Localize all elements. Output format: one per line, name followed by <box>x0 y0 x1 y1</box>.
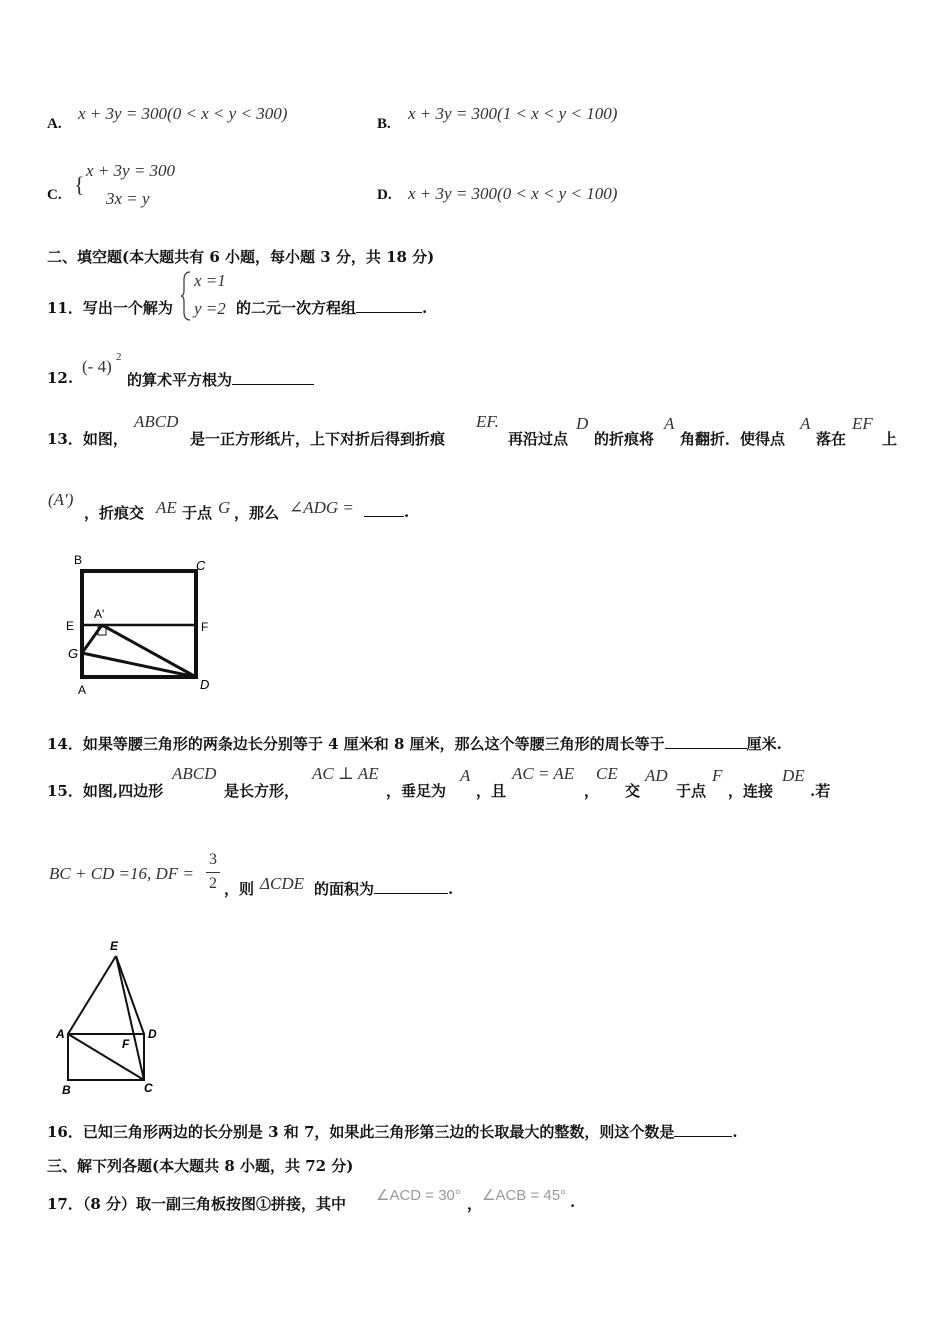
q13-ef2: EF <box>852 414 873 433</box>
fig13-gd <box>82 653 196 677</box>
q13-ef: EF. <box>476 412 499 431</box>
q16-end: . <box>732 1123 738 1141</box>
figure-15 <box>52 936 172 1100</box>
q15-frac-num: 3 <box>209 851 217 868</box>
fig13-label-c: C <box>196 558 206 573</box>
q15-ac-eq-ae: AC = AE <box>512 764 575 783</box>
q15-l2t2: 的面积为 <box>314 880 375 898</box>
q12-exponent: 2 <box>116 351 122 363</box>
q13-answer-blank[interactable] <box>364 502 404 517</box>
q15-t8: .若 <box>810 782 831 800</box>
fig13-label-e: E <box>66 619 75 633</box>
fig13-a-prime-d <box>102 625 196 677</box>
option-d-label: D. <box>377 187 392 203</box>
fig15-label-f: F <box>122 1037 130 1051</box>
q15-t4: ， <box>584 782 600 800</box>
q13-l2-tail <box>364 502 409 521</box>
q15-end: . <box>448 880 454 898</box>
option-c-label: C. <box>47 187 62 203</box>
fig13-ga-prime <box>82 625 102 653</box>
q13-t3: 的折痕将 <box>594 430 655 448</box>
q13-t4: 角翻折．使得点 <box>680 430 786 448</box>
q11-end: . <box>422 299 428 317</box>
fig13-label-f: F <box>201 620 209 634</box>
q14-text: 14．如果等腰三角形的两条边长分别等于 4 厘米和 8 厘米，那么这个等腰三角形的周长等于 <box>47 735 665 753</box>
q13-l2t1: ，折痕交 <box>84 504 145 522</box>
q17-end: . <box>570 1193 576 1211</box>
q12-answer-blank[interactable] <box>232 370 314 385</box>
q14-unit: 厘米. <box>746 735 782 753</box>
q13-g: G <box>218 498 231 517</box>
q15-ac-perp-ae: AC ⊥ AE <box>312 764 379 783</box>
q16-text: 16．已知三角形两边的长分别是 3 和 7，如果此三角形第三边的长取最大的整数，则这个数是 <box>47 1123 675 1141</box>
q15-t5: 交 <box>625 782 641 800</box>
q13-a1: A <box>664 414 675 433</box>
q15-l2t1: ，则 <box>224 880 255 898</box>
option-a-label: A. <box>47 116 62 132</box>
q11-brace <box>180 270 192 322</box>
q15-t1: 是长方形， <box>224 782 300 800</box>
q13-aprime: (A′) <box>48 490 74 509</box>
q15-t3: ，且 <box>476 782 507 800</box>
q16-answer-blank[interactable] <box>674 1122 732 1137</box>
q15-t7: ，连接 <box>728 782 774 800</box>
q17-angle-acb: ∠ACB = 45° <box>482 1187 567 1204</box>
q16 <box>47 1121 738 1142</box>
q12-expr: (- 4) <box>82 357 112 376</box>
option-c-line2: 3x = y <box>106 189 150 208</box>
q13-ae: AE <box>156 498 177 517</box>
q15-abcd: ABCD <box>172 764 217 783</box>
fig13-label-b: B <box>74 553 83 567</box>
fig13-label-d: D <box>200 677 210 692</box>
q13-d: D <box>576 414 589 433</box>
q12-text: 的算术平方根为 <box>127 371 233 389</box>
q15-condition: BC + CD =16, DF = <box>49 864 194 883</box>
q13-end: . <box>404 503 410 521</box>
fig15-ac <box>68 1034 144 1080</box>
option-b-equation: x + 3y = 300(1 < x < y < 100) <box>408 104 618 123</box>
q13-t2: 再沿过点 <box>508 430 569 448</box>
q11-tail <box>236 297 427 318</box>
q15-t2: ，垂足为 <box>386 782 447 800</box>
option-b-label: B. <box>377 116 391 132</box>
q12-tail <box>127 369 314 390</box>
section3-title: 三、解下列各题(本大题共 8 小题，共 72 分) <box>47 1157 354 1175</box>
fig15-label-e: E <box>110 939 119 953</box>
q17-sep: ， <box>467 1195 483 1213</box>
q13-t5: 落在 <box>816 430 847 448</box>
q11-sys2: y =2 <box>194 299 226 318</box>
fig15-label-b: B <box>62 1083 71 1097</box>
q15-a: A <box>460 766 471 785</box>
fig13-label-a: A <box>78 683 87 697</box>
q13-a2: A <box>800 414 811 433</box>
option-a-equation: x + 3y = 300(0 < x < y < 300) <box>78 104 288 123</box>
q15-ce: CE <box>596 764 618 783</box>
q11-sys1: x =1 <box>194 271 226 290</box>
q15-f: F <box>712 766 723 785</box>
q15-num: 15．如图,四边形 <box>47 782 164 800</box>
q15-ad: AD <box>645 766 668 785</box>
fig15-label-a: A <box>56 1027 65 1041</box>
q11-tail-text: 的二元一次方程组 <box>236 299 357 317</box>
q17-angle-acd: ∠ACD = 30° <box>376 1187 461 1204</box>
q15-t6: 于点 <box>676 782 707 800</box>
q15-de: DE <box>782 766 805 785</box>
option-c-line1: x + 3y = 300 <box>86 161 176 180</box>
fig15-label-d: D <box>148 1027 157 1041</box>
option-d-equation: x + 3y = 300(0 < x < y < 100) <box>408 184 618 203</box>
q13-t1: 是一正方形纸片，上下对折后得到折痕 <box>190 430 446 448</box>
q17-text: 17．（8 分）取一副三角板按图①拼接，其中 <box>47 1195 347 1213</box>
q13-angle: ∠ADG = <box>289 498 354 517</box>
q15-frac-den: 2 <box>209 875 217 892</box>
section2-title: 二、填空题(本大题共有 6 小题，每小题 3 分，共 18 分) <box>47 248 435 266</box>
q12-num: 12. <box>47 369 74 387</box>
q15-cde: ΔCDE <box>260 874 304 893</box>
fig15-ec <box>116 956 144 1080</box>
figure-13 <box>60 550 230 700</box>
fig13-label-g: G <box>68 646 79 661</box>
q15-l2-tail <box>314 878 453 899</box>
q13-l2t2: 于点 <box>182 504 213 522</box>
q15-frac-bar <box>206 872 220 873</box>
q15-answer-blank[interactable] <box>374 879 448 894</box>
q13-abcd: ABCD <box>134 412 179 431</box>
q11-text: 11．写出一个解为 <box>47 299 173 317</box>
q14-answer-blank[interactable] <box>665 734 747 749</box>
q13-num: 13．如图， <box>47 430 128 448</box>
q13-t6: 上 <box>882 430 898 448</box>
fig15-ea <box>68 956 116 1034</box>
q13-l2t3: ，那么 <box>234 504 280 522</box>
option-c-brace: { <box>74 172 85 197</box>
q14 <box>47 733 782 754</box>
fig15-label-c: C <box>144 1081 153 1095</box>
q11-answer-blank[interactable] <box>356 298 422 313</box>
fig13-label-a-prime: A' <box>94 607 105 621</box>
